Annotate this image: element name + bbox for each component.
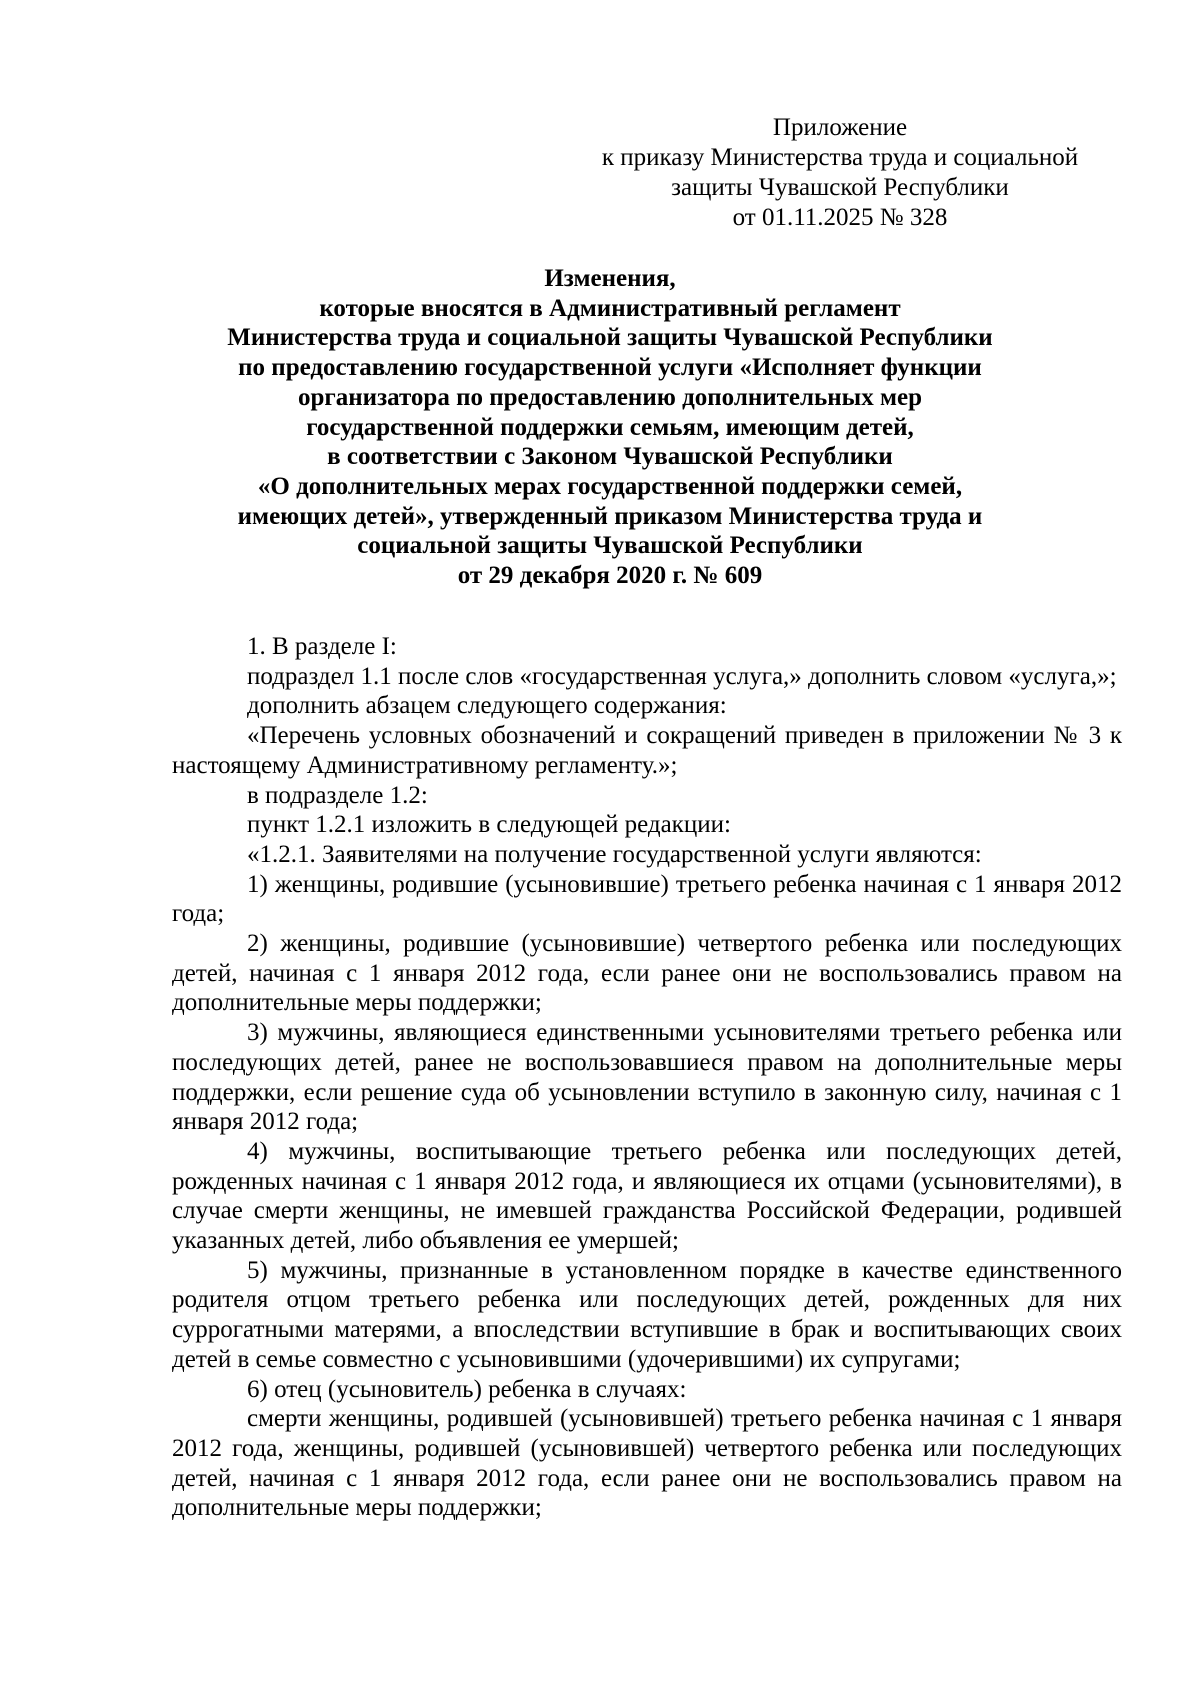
document-body [172, 632, 1122, 1523]
title-line: Министерства труда и социальной защиты Чувашской Республики [227, 324, 993, 352]
title-line: Изменения, [544, 265, 676, 292]
title-line: по предоставлению государственной услуги «Исполняет функции [238, 354, 982, 382]
body-paragraph: «1.2.1. Заявителями на получение государственной услуги являются: [247, 840, 982, 868]
body-paragraph: пункт 1.2.1 изложить в следующей редакции: [247, 811, 731, 839]
body-paragraph: 4) мужчины, воспитывающие третьего ребенка или последующих детей, рожденных начиная с 1 января 2012 года, и являющиеся их отцами (усыновителями), в случае смерти женщины, не имевшей гражданства Российской Федерации, родившей указанных детей, либо объявления ее умершей; [172, 1137, 1122, 1255]
title-line: имеющих детей», утвержденный приказом Министерства труда и [237, 502, 983, 530]
title-line: организатора по предоставлению дополнительных мер [298, 383, 922, 411]
body-paragraph: 5) мужчины, признанные в установленном порядке в качестве единственного родителя отцом третьего ребенка или последующих детей, рожденных для них суррогатными матерями, а впоследствии вступившие в брак и воспитывающих своих детей в семье совместно с усыновившими (удочерившими) их супругами; [172, 1256, 1122, 1373]
appendix-order-date: от 01.11.2025 № 328 [732, 204, 948, 231]
title-line: «О дополнительных мерах государственной поддержки семей, [257, 472, 963, 500]
document-title [170, 264, 1050, 591]
appendix-ministry: защиты Чувашской Республики [671, 174, 1009, 201]
body-paragraph: 1. В разделе I: [247, 633, 397, 660]
body-paragraph: 6) отец (усыновитель) ребенка в случаях: [247, 1375, 687, 1403]
body-paragraph: 3) мужчины, являющиеся единственными усыновителями третьего ребенка или последующих детей, ранее не воспользовавшиеся правом на дополнительные меры поддержки, если решение суда об усыновлении вступило в законную силу, начиная с 1 января 2012 года; [172, 1019, 1122, 1136]
title-line: которые вносятся в Административный регламент [319, 294, 901, 322]
body-paragraph: 2) женщины, родившие (усыновившие) четвертого ребенка или последующих детей, начиная с 1 января 2012 года, если ранее они не воспользовались правом на дополнительные меры поддержки; [172, 930, 1122, 1017]
body-paragraph: дополнить абзацем следующего содержания: [247, 692, 727, 720]
title-line: от 29 декабря 2020 г. № 609 [457, 562, 763, 590]
body-paragraph: «Перечень условных обозначений и сокращений приведен в приложении № 3 к настоящему Административному регламенту.»; [172, 722, 1122, 779]
title-line: государственной поддержки семьям, имеющим детей, [306, 413, 914, 441]
body-paragraph: 1) женщины, родившие (усыновившие) третьего ребенка начиная с 1 января 2012 года; [172, 870, 1122, 928]
appendix-order-ref: к приказу Министерства труда и социальной [601, 144, 1079, 171]
body-paragraph: смерти женщины, родившей (усыновившей) третьего ребенка начиная с 1 января 2012 года, женщины, родившей (усыновившей) четвертого ребенка или последующих детей, начиная с 1 января 2012 года, если ранее они не воспользовались правом на дополнительные меры поддержки; [172, 1405, 1122, 1522]
appendix-header [560, 113, 1120, 233]
body-paragraph: в подразделе 1.2: [247, 781, 428, 809]
title-line: в соответствии с Законом Чувашской Республики [327, 443, 893, 471]
title-line: социальной защиты Чувашской Республики [357, 532, 863, 560]
appendix-label: Приложение [772, 114, 908, 141]
body-paragraph: подраздел 1.1 после слов «государственная услуга,» дополнить словом «услуга,»; [247, 662, 1117, 690]
